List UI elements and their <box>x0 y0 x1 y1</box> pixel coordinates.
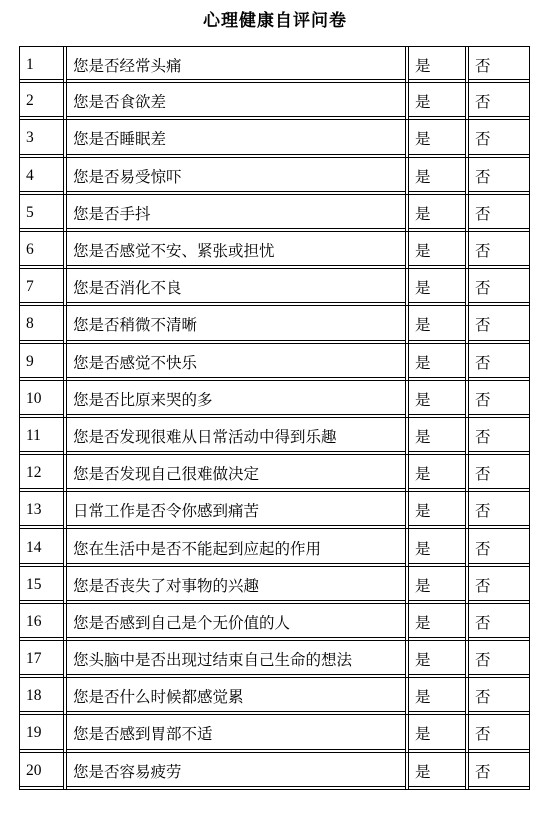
question-text: 您是否易受惊吓 <box>67 158 409 195</box>
table-row <box>19 120 530 157</box>
answer-yes[interactable]: 是 <box>409 455 469 492</box>
question-number: 14 <box>19 529 67 566</box>
question-text: 您是否容易疲劳 <box>67 753 409 790</box>
question-text: 您是否感到自己是个无价值的人 <box>67 604 409 641</box>
answer-yes[interactable]: 是 <box>409 344 469 381</box>
question-number: 1 <box>19 46 67 83</box>
answer-yes[interactable]: 是 <box>409 120 469 157</box>
question-number: 4 <box>19 158 67 195</box>
question-number: 8 <box>19 306 67 343</box>
question-text: 您是否发现很难从日常活动中得到乐趣 <box>67 418 409 455</box>
answer-no[interactable]: 否 <box>469 678 530 715</box>
question-text: 您是否感到胃部不适 <box>67 715 409 752</box>
answer-no[interactable]: 否 <box>469 418 530 455</box>
table-row <box>19 381 530 418</box>
answer-no[interactable]: 否 <box>469 158 530 195</box>
answer-yes[interactable]: 是 <box>409 269 469 306</box>
table-row <box>19 529 530 566</box>
question-text: 您头脑中是否出现过结束自己生命的想法 <box>67 641 409 678</box>
answer-no[interactable]: 否 <box>469 344 530 381</box>
answer-yes[interactable]: 是 <box>409 232 469 269</box>
table-row <box>19 83 530 120</box>
answer-no[interactable]: 否 <box>469 83 530 120</box>
table-row <box>19 195 530 232</box>
questionnaire-table <box>19 46 530 790</box>
table-row <box>19 232 530 269</box>
answer-no[interactable]: 否 <box>469 195 530 232</box>
answer-yes[interactable]: 是 <box>409 418 469 455</box>
answer-no[interactable]: 否 <box>469 232 530 269</box>
answer-no[interactable]: 否 <box>469 120 530 157</box>
question-number: 12 <box>19 455 67 492</box>
answer-yes[interactable]: 是 <box>409 83 469 120</box>
answer-no[interactable]: 否 <box>469 46 530 83</box>
answer-no[interactable]: 否 <box>469 567 530 604</box>
question-number: 20 <box>19 753 67 790</box>
question-text: 您是否比原来哭的多 <box>67 381 409 418</box>
answer-yes[interactable]: 是 <box>409 715 469 752</box>
answer-yes[interactable]: 是 <box>409 641 469 678</box>
answer-yes[interactable]: 是 <box>409 604 469 641</box>
answer-yes[interactable]: 是 <box>409 753 469 790</box>
answer-no[interactable]: 否 <box>469 529 530 566</box>
question-text: 您是否发现自己很难做决定 <box>67 455 409 492</box>
table-row <box>19 306 530 343</box>
answer-yes[interactable]: 是 <box>409 306 469 343</box>
table-row <box>19 567 530 604</box>
page-title: 心理健康自评问卷 <box>203 11 347 31</box>
answer-yes[interactable]: 是 <box>409 158 469 195</box>
question-number: 7 <box>19 269 67 306</box>
answer-no[interactable]: 否 <box>469 381 530 418</box>
question-text: 您是否感觉不安、紧张或担忧 <box>67 232 409 269</box>
question-text: 您是否稍微不清晰 <box>67 306 409 343</box>
table-row <box>19 753 530 790</box>
question-text: 您是否消化不良 <box>67 269 409 306</box>
question-number: 3 <box>19 120 67 157</box>
question-number: 16 <box>19 604 67 641</box>
question-number: 6 <box>19 232 67 269</box>
table-row <box>19 641 530 678</box>
answer-yes[interactable]: 是 <box>409 195 469 232</box>
question-text: 您是否食欲差 <box>67 83 409 120</box>
answer-no[interactable]: 否 <box>469 604 530 641</box>
answer-yes[interactable]: 是 <box>409 492 469 529</box>
question-number: 17 <box>19 641 67 678</box>
question-text: 日常工作是否令你感到痛苦 <box>67 492 409 529</box>
answer-no[interactable]: 否 <box>469 455 530 492</box>
table-row <box>19 715 530 752</box>
table-row <box>19 158 530 195</box>
question-number: 11 <box>19 418 67 455</box>
question-number: 19 <box>19 715 67 752</box>
question-text: 您是否丧失了对事物的兴趣 <box>67 567 409 604</box>
table-row <box>19 418 530 455</box>
table-row <box>19 455 530 492</box>
answer-yes[interactable]: 是 <box>409 678 469 715</box>
table-row <box>19 269 530 306</box>
table-row <box>19 492 530 529</box>
question-text: 您是否经常头痛 <box>67 46 409 83</box>
answer-no[interactable]: 否 <box>469 715 530 752</box>
table-row <box>19 678 530 715</box>
question-text: 您是否睡眠差 <box>67 120 409 157</box>
questionnaire-body <box>19 46 530 790</box>
answer-yes[interactable]: 是 <box>409 567 469 604</box>
question-text: 您是否手抖 <box>67 195 409 232</box>
question-number: 18 <box>19 678 67 715</box>
table-row <box>19 604 530 641</box>
answer-no[interactable]: 否 <box>469 492 530 529</box>
question-text: 您是否感觉不快乐 <box>67 344 409 381</box>
answer-yes[interactable]: 是 <box>409 46 469 83</box>
answer-yes[interactable]: 是 <box>409 381 469 418</box>
question-number: 9 <box>19 344 67 381</box>
question-number: 13 <box>19 492 67 529</box>
question-number: 15 <box>19 567 67 604</box>
answer-no[interactable]: 否 <box>469 306 530 343</box>
answer-no[interactable]: 否 <box>469 641 530 678</box>
answer-no[interactable]: 否 <box>469 753 530 790</box>
answer-no[interactable]: 否 <box>469 269 530 306</box>
question-text: 您在生活中是否不能起到应起的作用 <box>67 529 409 566</box>
table-row <box>19 46 530 83</box>
question-number: 10 <box>19 381 67 418</box>
question-number: 5 <box>19 195 67 232</box>
question-text: 您是否什么时候都感觉累 <box>67 678 409 715</box>
table-row <box>19 344 530 381</box>
answer-yes[interactable]: 是 <box>409 529 469 566</box>
question-number: 2 <box>19 83 67 120</box>
